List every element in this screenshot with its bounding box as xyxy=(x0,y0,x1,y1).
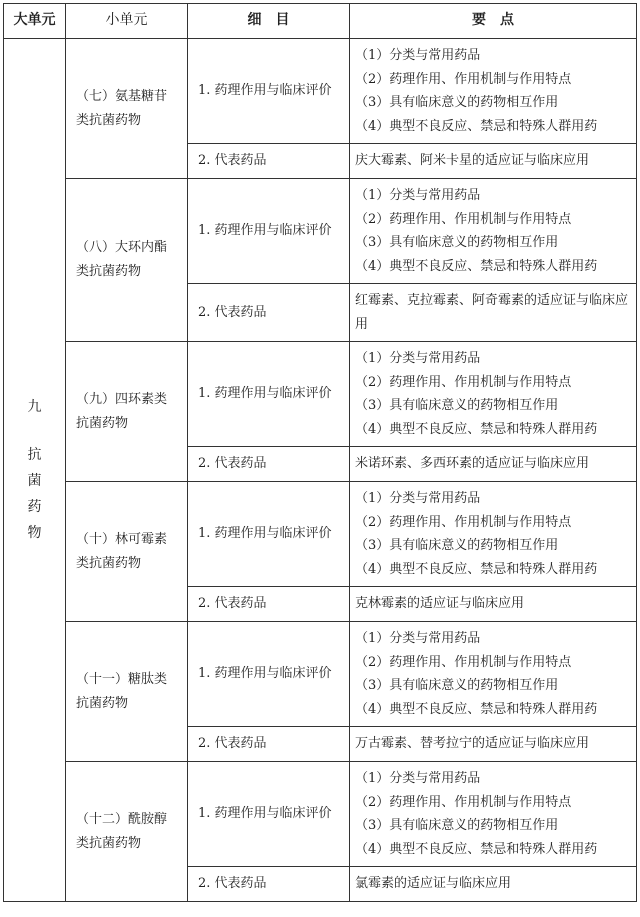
small-unit-cell: （七）氨基糖苷类抗菌药物 xyxy=(66,39,188,179)
detail-cell: 1. 药理作用与临床评价 xyxy=(188,622,350,727)
points-cell xyxy=(350,622,637,727)
point-line: （3）具有临床意义的药物相互作用 xyxy=(355,818,559,833)
points-cell xyxy=(350,342,637,447)
detail-cell: 2. 代表药品 xyxy=(188,447,350,482)
small-unit-cell: （十二）酰胺醇类抗菌药物 xyxy=(66,762,188,902)
points-cell xyxy=(350,179,637,284)
detail-cell: 2. 代表药品 xyxy=(188,144,350,179)
table-row xyxy=(4,622,637,727)
big-unit-char: 菌 xyxy=(27,473,42,489)
detail-cell: 2. 代表药品 xyxy=(188,867,350,902)
point-line: （3）具有临床意义的药物相互作用 xyxy=(355,398,559,413)
big-unit-cell xyxy=(4,39,66,902)
syllabus-table xyxy=(3,3,637,902)
point-line: （4）典型不良反应、禁忌和特殊人群用药 xyxy=(355,841,598,857)
point-line: （1）分类与常用药品 xyxy=(355,351,481,366)
point-line: （2）药理作用、作用机制与作用特点 xyxy=(355,211,572,227)
point-line: （1）分类与常用药品 xyxy=(355,631,481,646)
points-cell xyxy=(350,39,637,144)
small-unit-cell: （九）四环素类抗菌药物 xyxy=(66,342,188,482)
point-line: （4）典型不良反应、禁忌和特殊人群用药 xyxy=(355,421,598,437)
table-row xyxy=(4,482,637,587)
points-cell: 红霉素、克拉霉素、阿奇霉素的适应证与临床应用 xyxy=(350,284,637,342)
header-detail: 细 目 xyxy=(188,4,350,39)
points-cell: 米诺环素、多西环素的适应证与临床应用 xyxy=(350,447,637,482)
point-line: （3）具有临床意义的药物相互作用 xyxy=(355,538,559,553)
detail-cell: 1. 药理作用与临床评价 xyxy=(188,762,350,867)
points-cell xyxy=(350,482,637,587)
big-unit-char: 物 xyxy=(27,525,42,541)
big-unit-char: 抗 xyxy=(27,447,42,463)
table-row xyxy=(4,39,637,144)
point-line: （3）具有临床意义的药物相互作用 xyxy=(355,678,559,693)
big-unit-char: 药 xyxy=(27,499,42,515)
detail-cell: 1. 药理作用与临床评价 xyxy=(188,39,350,144)
points-cell: 氯霉素的适应证与临床应用 xyxy=(350,867,637,902)
point-line: （1）分类与常用药品 xyxy=(355,491,481,506)
point-line: （1）分类与常用药品 xyxy=(355,48,481,63)
point-line: （2）药理作用、作用机制与作用特点 xyxy=(355,71,572,87)
detail-cell: 1. 药理作用与临床评价 xyxy=(188,342,350,447)
detail-cell: 2. 代表药品 xyxy=(188,587,350,622)
point-line: （4）典型不良反应、禁忌和特殊人群用药 xyxy=(355,561,598,577)
point-line: （2）药理作用、作用机制与作用特点 xyxy=(355,794,572,810)
point-line: （2）药理作用、作用机制与作用特点 xyxy=(355,374,572,390)
small-unit-cell: （十）林可霉素类抗菌药物 xyxy=(66,482,188,622)
points-cell: 万古霉素、替考拉宁的适应证与临床应用 xyxy=(350,727,637,762)
table-row xyxy=(4,342,637,447)
small-unit-cell: （十一）糖肽类抗菌药物 xyxy=(66,622,188,762)
small-unit-cell: （八）大环内酯类抗菌药物 xyxy=(66,179,188,342)
header-small-unit: 小单元 xyxy=(66,4,188,39)
points-cell: 克林霉素的适应证与临床应用 xyxy=(350,587,637,622)
big-unit-char: 九 xyxy=(27,399,42,415)
detail-cell: 1. 药理作用与临床评价 xyxy=(188,179,350,284)
detail-cell: 2. 代表药品 xyxy=(188,284,350,342)
header-big-unit: 大单元 xyxy=(4,4,66,39)
point-line: （4）典型不良反应、禁忌和特殊人群用药 xyxy=(355,701,598,717)
point-line: （2）药理作用、作用机制与作用特点 xyxy=(355,654,572,670)
point-line: （3）具有临床意义的药物相互作用 xyxy=(355,235,559,250)
table-header-row xyxy=(4,4,637,39)
point-line: （4）典型不良反应、禁忌和特殊人群用药 xyxy=(355,118,598,134)
point-line: （3）具有临床意义的药物相互作用 xyxy=(355,95,559,110)
point-line: （1）分类与常用药品 xyxy=(355,771,481,786)
point-line: （1）分类与常用药品 xyxy=(355,188,481,203)
point-line: （2）药理作用、作用机制与作用特点 xyxy=(355,514,572,530)
points-cell xyxy=(350,762,637,867)
table-row xyxy=(4,179,637,284)
table-row xyxy=(4,762,637,867)
points-cell: 庆大霉素、阿米卡星的适应证与临床应用 xyxy=(350,144,637,179)
point-line: （4）典型不良反应、禁忌和特殊人群用药 xyxy=(355,258,598,274)
detail-cell: 1. 药理作用与临床评价 xyxy=(188,482,350,587)
syllabus-table-page xyxy=(3,3,636,902)
detail-cell: 2. 代表药品 xyxy=(188,727,350,762)
header-points: 要 点 xyxy=(350,4,637,39)
